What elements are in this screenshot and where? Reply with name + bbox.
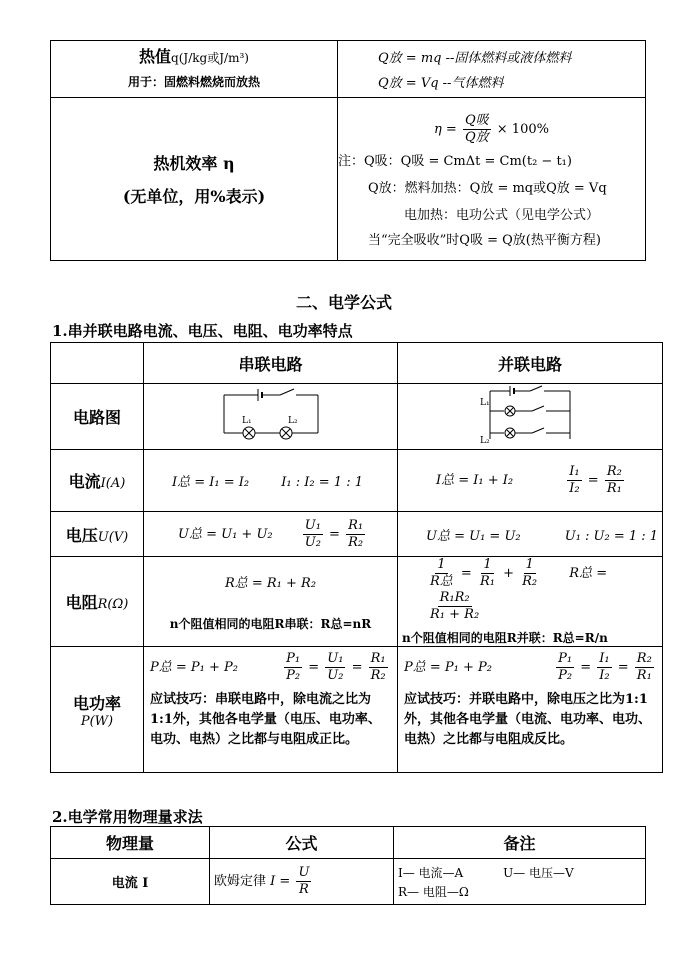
eta-formula xyxy=(338,113,645,146)
parallel-voltage-cell xyxy=(398,512,663,557)
corner-cell xyxy=(51,343,144,384)
heat-value-unit: q(J/kg或J/m³) xyxy=(171,51,249,65)
series-power-formulas: P总 = P₁ + P₂ $\frac{\text{P₁}}{\text{P₂}}$ = $\frac{\text{U₁}}{\text{U₂}}$ = $\frac{\text{R₁}}{\text{R₂}}$ xyxy=(150,651,386,683)
power-unit: P(W) xyxy=(80,713,114,729)
note-1: 注：Q吸：Q吸 = CmΔt = Cm(t₂ − t₁) xyxy=(338,153,572,169)
heat-value-formula-2: Q放 = Vq --气体燃料 xyxy=(378,76,504,91)
header-parallel: 并联电路 xyxy=(398,343,663,384)
series-resistance-note: n个阻值相同的电阻R串联：R总=nR xyxy=(169,616,372,631)
current-label: 电流 xyxy=(68,472,101,491)
parallel-diagram-cell xyxy=(398,384,663,450)
row-label-voltage xyxy=(51,512,144,557)
eta-tail: × 100% xyxy=(496,121,549,137)
circuit-table xyxy=(50,342,663,773)
parallel-resistance-cell xyxy=(398,557,663,647)
resistance-label: 电阻 xyxy=(65,593,98,612)
series-voltage-cell xyxy=(144,512,398,557)
subsection-1-title: 1.串并联电路电流、电压、电阻、电功率特点 xyxy=(52,322,353,340)
qt-row1-formula xyxy=(210,859,394,905)
parallel-resistance-formulas: $\frac{1}{\text{R总}}$ = $\frac{1}{\text{R₁}}$ + $\frac{1}{\text{R₂}}$ R总 = $\frac{\text{R₁R₂}}{\text{R₁ + R₂}}$ xyxy=(430,557,608,622)
parallel-voltage-1: U总 = U₁ = U₂ xyxy=(426,528,521,544)
efficiency-subtitle: (无单位，用%表示) xyxy=(122,187,266,206)
parallel-current-1: I总 = I₁ + I₂ xyxy=(436,473,514,488)
heat-value-formula-cell xyxy=(338,41,646,98)
section-2-title: 二、电学公式 xyxy=(295,293,392,312)
series-diagram-cell xyxy=(144,384,398,450)
qt-row1-note-1: I— 电流—A xyxy=(398,865,464,880)
qt-header-note: 备注 xyxy=(394,827,646,859)
eta-lhs: η = xyxy=(434,121,457,137)
parallel-L2-label: L₂ xyxy=(480,435,490,445)
qt-header-formula: 公式 xyxy=(210,827,394,859)
parallel-resistance-note: n个阻值相同的电阻R并联：R总=R/n xyxy=(402,631,608,645)
series-voltage-1: U总 = U₁ + U₂ xyxy=(178,526,273,542)
series-resistance-cell xyxy=(144,557,398,647)
voltage-label: 电压 xyxy=(65,525,98,545)
resistance-unit: R(Ω) xyxy=(97,597,129,612)
series-voltage-ratio: $\frac{\text{U₁}}{\text{U₂}}$ = $\frac{\text{R₁}}{\text{R₂}}$ xyxy=(304,517,364,550)
parallel-power-formulas: P总 = P₁ + P₂ $\frac{\text{P₁}}{\text{P₂}}$ = $\frac{\text{I₁}}{\text{I₂}}$ = $\frac{\text{R₂}}{\text{R₁}}$ xyxy=(404,651,652,683)
qt-row1-formula-prefix: 欧姆定律 xyxy=(214,874,267,889)
note-4: 当“完全吸收”时Q吸 = Q放(热平衡方程) xyxy=(368,232,601,248)
eta-denominator: Q放 xyxy=(464,129,489,145)
parallel-power-cell xyxy=(398,647,663,773)
series-current-cell xyxy=(144,450,398,512)
quantity-table xyxy=(50,826,646,905)
heat-value-formula-1: Q放 = mq --固体燃料或液体燃料 xyxy=(378,51,572,66)
parallel-current-ratio: $\frac{\text{I₁}}{\text{I₂}}$ = $\frac{\text{R₂}}{\text{R₁}}$ xyxy=(569,464,622,496)
parallel-tip: 应试技巧：并联电路中，除电压之比为1:1外，其他各电学量（电流、电功率、电功、电热）之比都与电阻成反比。 xyxy=(404,692,652,747)
series-circuit-diagram xyxy=(216,387,326,443)
parallel-circuit-diagram xyxy=(480,385,580,445)
parallel-power-1: P总 = P₁ + P₂ xyxy=(404,660,492,675)
series-L1-label: L₁ xyxy=(241,415,252,426)
header-series: 串联电路 xyxy=(144,343,398,384)
heat-table xyxy=(50,40,646,261)
eta-numerator: Q吸 xyxy=(464,112,489,128)
heat-value-use: 用于：固燃料燃烧而放热 xyxy=(127,75,260,89)
row-label-power xyxy=(51,647,144,773)
row-label-diagram: 电路图 xyxy=(51,384,144,450)
row-label-resistance xyxy=(51,557,144,647)
series-current-2: I₁ : I₂ = 1 : 1 xyxy=(281,475,363,490)
heat-value-title: 热值 xyxy=(139,47,172,66)
qt-row1-note-2: U— 电压—V xyxy=(503,865,574,880)
current-unit: I(A) xyxy=(100,476,126,491)
series-tip: 应试技巧：串联电路中，除电流之比为1:1外，其他各电学量（电压、电功率、电功、电热）之比都与电阻成正比。 xyxy=(150,692,381,747)
series-power-1: P总 = P₁ + P₂ xyxy=(150,660,238,675)
note-3: 电加热：电功公式（见电学公式） xyxy=(404,207,600,223)
parallel-L1-label: L₁ xyxy=(480,397,490,408)
efficiency-cell xyxy=(51,98,338,261)
series-resistance-1: R总 = R₁ + R₂ xyxy=(224,575,317,591)
note-2: Q放：燃料加热：Q放 = mq或Q放 = Vq xyxy=(368,180,607,196)
qt-row1-note xyxy=(394,859,646,905)
heat-value-cell xyxy=(51,41,338,98)
power-label: 电功率 xyxy=(72,693,121,713)
parallel-current-cell xyxy=(398,450,663,512)
series-L2-label: L₂ xyxy=(287,415,298,426)
qt-row1-note-3: R— 电阻—Ω xyxy=(398,884,469,899)
efficiency-formula-cell xyxy=(338,98,646,261)
voltage-unit: U(V) xyxy=(97,529,129,545)
qt-row1-denominator: R xyxy=(299,882,309,897)
qt-header-quantity: 物理量 xyxy=(51,827,210,859)
qt-row1-name: 电流 I xyxy=(51,859,210,905)
qt-row1-numerator: U xyxy=(298,865,310,880)
parallel-voltage-2: U₁ : U₂ = 1 : 1 xyxy=(564,528,659,544)
series-current-1: I总 = I₁ = I₂ xyxy=(172,475,250,490)
efficiency-title: 热机效率 η xyxy=(153,154,235,173)
series-power-cell xyxy=(144,647,398,773)
row-label-current xyxy=(51,450,144,512)
subsection-2-title: 2.电学常用物理量求法 xyxy=(52,808,203,826)
qt-row1-formula-lhs: I = xyxy=(270,874,291,889)
